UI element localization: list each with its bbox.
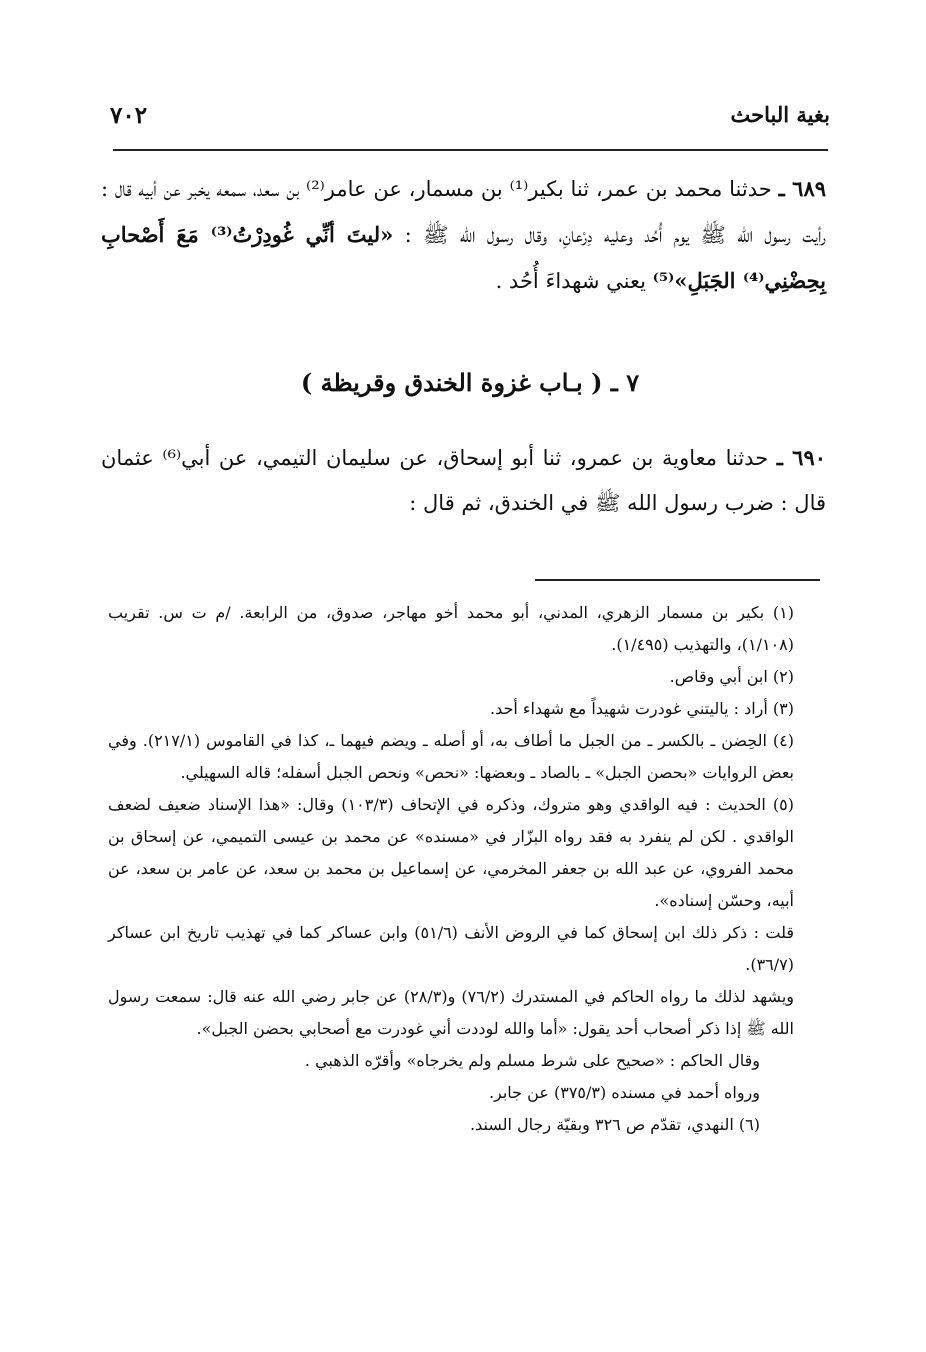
hadith-text-end: يعني شهداءَ أُحُد . <box>495 269 653 293</box>
section-heading: ٧ ـ ( بـاب غزوة الخندق وقريظة ) <box>300 368 640 397</box>
footnote-2: (٢) ابن أبي وقاص. <box>669 667 794 686</box>
book-title: بغية الباحث <box>730 102 830 127</box>
footnote-5-hakim: وقال الحاكم : «صحيح على شرط مسلم ولم يخرجاه» وأقرّه الذهبي . <box>304 1051 760 1070</box>
footnote-1: (١) بكير بن مسمار الزهري، المدني، أبو محمد أخو مهاجر، صدوق، من الرابعة. /م ت س. تقريب (١/١٠٨)، والتهذيب (١/٤٩٥). <box>108 603 794 654</box>
footnote-5: (٥) الحديث : فيه الواقدي وهو متروك، وذكره في الإتحاف (١٠٣/٣) وقال: «هذا الإسناد ضعيف لضعف الواقدي . لكن لم ينفرد به فقد رواه البزّار في «مسنده» عن محمد بن عيسى التميمي، عن إسحاق بن محمد الفروي، عن عبد الله بن جعفر المخرمي، عن إسماعيل بن محمد بن سعد، عن عامر بن سعد، عن أبيه، وحسّن إسناده». <box>108 795 795 910</box>
footnote-4: (٤) الحِضن ـ بالكسر ـ من الجبل ما أطاف به، أو أصله ـ ويضم فيهما ـ، كذا في القاموس (٢١٧/١). وفي بعض الروايات «بحصن الجبل» ـ بالصاد ـ وبعضها: «نحص» ونحص الجبل أسفله؛ قاله السهيلي. <box>108 731 795 782</box>
hadith-text: حدثنا معاوية بن عمرو، ثنا أبو إسحاق، عن سليمان التيمي، عن أبي⁽⁶⁾ عثمان قال : ضرب رسول الله ﷺ في الخندق، ثم قال : <box>101 446 826 515</box>
hadith-690 <box>101 435 826 526</box>
hadith-number: ٦٨٩ ـ <box>778 176 827 201</box>
footnote-3: (٣) أراد : ياليتني غودرت شهيداً مع شهداء أحد. <box>490 699 794 718</box>
running-header <box>110 102 830 138</box>
hadith-689 <box>101 166 826 304</box>
footnote-5-note: قلت : ذكر ذلك ابن إسحاق كما في الروض الأنف (٥١/٦) وابن عساكر كما في تهذيب تاريخ ابن عساكر (٣٦/٧). <box>108 923 795 974</box>
header-rule <box>113 149 828 151</box>
footnotes <box>108 597 820 1141</box>
footnote-6: (٦) النهدي، تقدّم ص ٣٢٦ وبقيّة رجال السند. <box>470 1115 760 1134</box>
footnote-rule <box>535 579 820 581</box>
footnote-5-witness: ويشهد لذلك ما رواه الحاكم في المستدرك (٧٦/٢) و(٢٨/٣) عن جابر رضي الله عنه قال: سمعت رسول الله ﷺ إذا ذكر أصحاب أحد يقول: «أما والله لوددت أني غودرت مع أصحابي بحضن الجبل». <box>108 987 795 1038</box>
hadith-quote: «ليتَ أنِّي غُودِرْتُ⁽³⁾ مَعَ أَصْحابِ بِحِضْنِي⁽⁴⁾ الجَبَلِ»⁽⁵⁾ <box>101 222 826 293</box>
footnote-5-ahmad: ورواه أحمد في مسنده (٣٧٥/٣) عن جابر. <box>488 1083 760 1102</box>
page-number: ٧٠٢ <box>110 102 148 129</box>
hadith-number: ٦٩٠ ـ <box>776 445 827 470</box>
hadith-text: حدثنا محمد بن عمر، ثنا بكير⁽¹⁾ بن مسمار، عن عامر⁽²⁾ بن سعد، سمعه يخبر عن أبيه قال : رأيت رسول الله ﷺ يوم أُحُد وعليه دِرْعانِ، وقال رسول الله ﷺ : <box>101 177 826 247</box>
